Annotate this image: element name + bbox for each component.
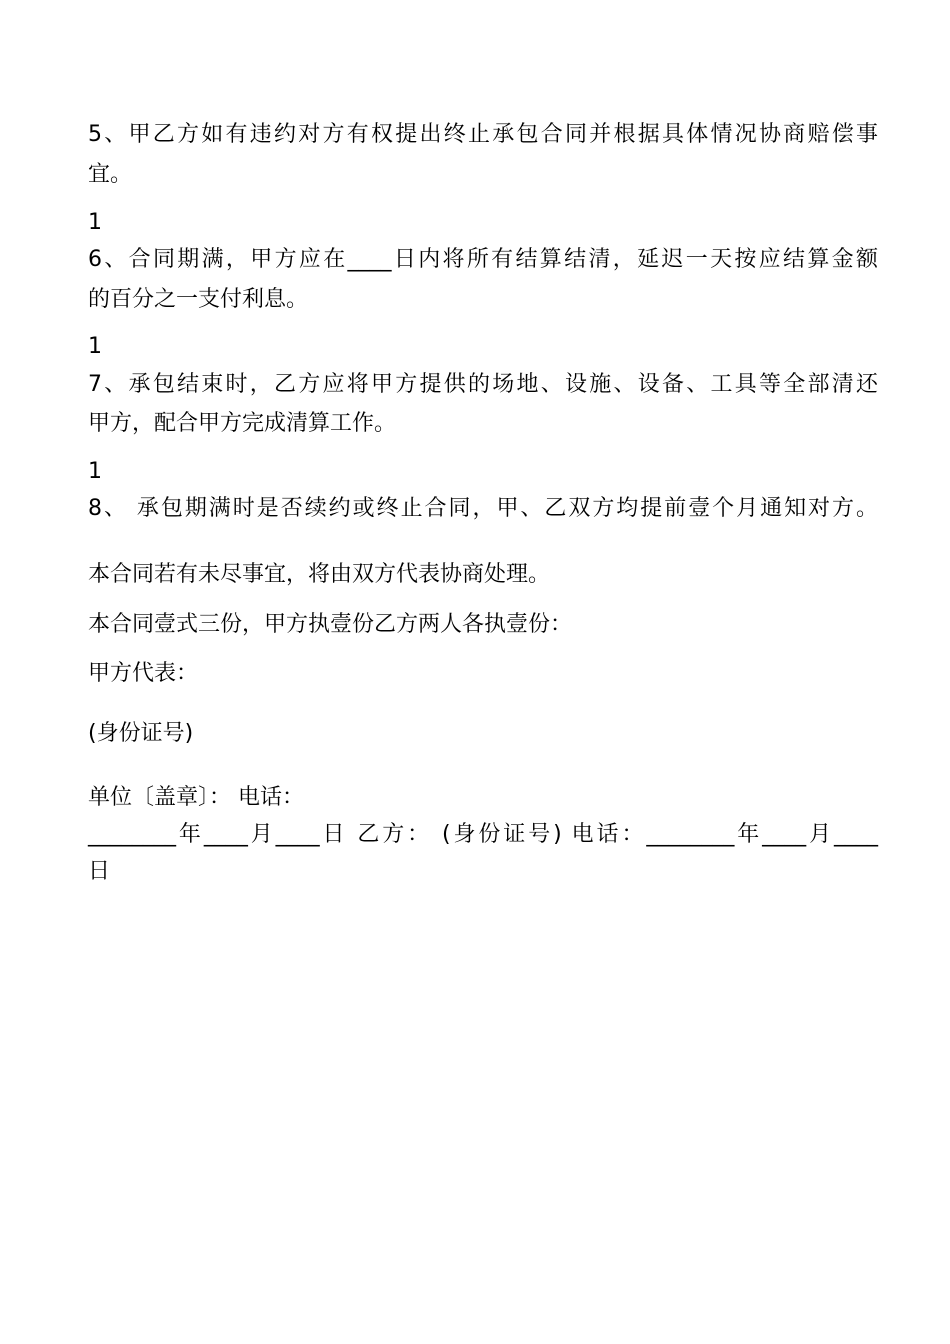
unit-seal-phone: 单位〔盖章〕： 电话： xyxy=(88,785,304,810)
clause-7-line-2: 甲方，配合甲方完成清算工作。 xyxy=(88,411,397,436)
clause-5-line-2: 宜。 xyxy=(88,162,133,187)
page-marker-3: 1 xyxy=(88,459,102,484)
page-marker-1: 1 xyxy=(88,210,102,235)
party-a-representative: 甲方代表： xyxy=(88,661,199,686)
signature-line-1: ________年____月____日 乙方： (身份证号) 电话：________年____月____ xyxy=(88,822,878,847)
unfinished-matters: 本合同若有未尽事宜，将由双方代表协商处理。 xyxy=(88,562,551,587)
clause-8: 8、 承包期满时是否续约或终止合同，甲、乙双方均提前壹个月通知对方。 xyxy=(88,496,878,521)
id-number-label: (身份证号) xyxy=(88,721,194,746)
clause-7-line-1: 7、承包结束时，乙方应将甲方提供的场地、设施、设备、工具等全部清还 xyxy=(88,372,878,397)
page-marker-2: 1 xyxy=(88,334,102,359)
clause-5-line-1: 5、甲乙方如有违约对方有权提出终止承包合同并根据具体情况协商赔偿事 xyxy=(88,122,878,147)
clause-6-line-2: 的百分之一支付利息。 xyxy=(88,287,309,312)
contract-copies: 本合同壹式三份，甲方执壹份乙方两人各执壹份： xyxy=(88,612,573,637)
signature-line-2: 日 xyxy=(88,859,111,884)
clause-6-line-1: 6、合同期满，甲方应在____日内将所有结算结清，延迟一天按应结算金额 xyxy=(88,247,878,272)
